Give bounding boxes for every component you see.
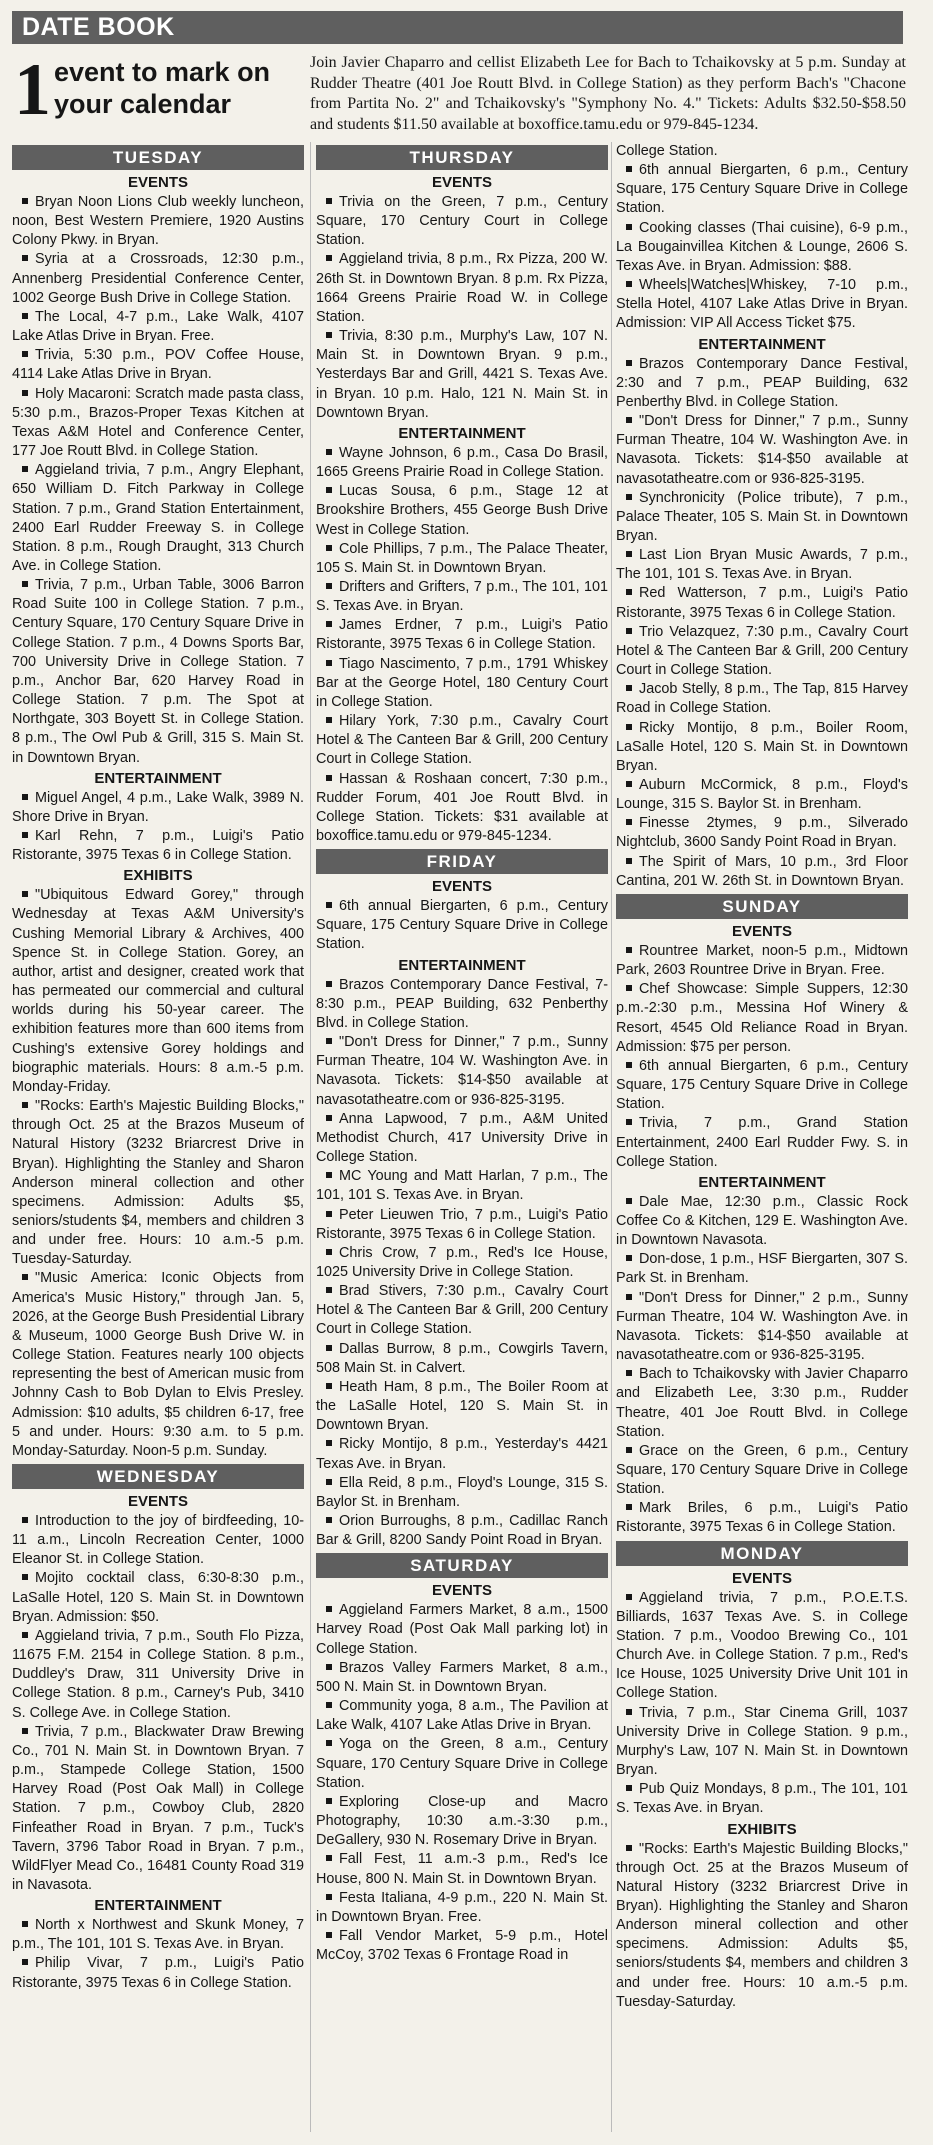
bullet-icon	[326, 449, 332, 455]
listing-text: Brazos Contemporary Dance Festival, 2:30 and 7 p.m., PEAP Building, 632 Penberthy Blvd. in College Station.	[616, 355, 908, 410]
listing-text: Bach to Tchaikovsky with Javier Chaparro and Elizabeth Lee, 3:30 p.m., Rudder Theatre, 401 Joe Routt Blvd. in College Station.	[616, 1366, 908, 1440]
bullet-icon	[326, 1702, 332, 1708]
category-header: EVENTS	[127, 1493, 188, 1510]
bullet-icon	[22, 794, 28, 800]
bullet-icon	[626, 947, 632, 953]
listing-entry	[616, 584, 908, 622]
bullet-icon	[22, 581, 28, 587]
bullet-icon	[326, 1211, 332, 1217]
listing-entry	[316, 1167, 608, 1205]
listing-text: Peter Lieuwen Trio, 7 p.m., Luigi's Patio Ristorante, 3975 Texas 6 in College Station.	[316, 1206, 608, 1242]
listing-text: Mojito cocktail class, 6:30-8:30 p.m., LaSalle Hotel, 120 S. Main St. in Downtown Bryan. Admission: $50.	[12, 1570, 304, 1625]
listing-entry	[616, 1704, 908, 1781]
listings-column-2	[316, 142, 608, 2137]
day-header: MONDAY	[616, 1541, 908, 1566]
listing-text: Grace on the Green, 6 p.m., Century Square, 170 Century Square Drive in College Station.	[616, 1442, 908, 1498]
listing-entry	[316, 1340, 608, 1378]
column-divider	[611, 142, 612, 2132]
bullet-icon	[326, 1249, 332, 1255]
bullet-icon	[22, 198, 28, 204]
listing-text: Chef Showcase: Simple Suppers, 12:30 p.m.-2:30 p.m., Messina Hof Winery & Resort, 4545 Old Reliance Road in Bryan. Admission: $75 per person.	[616, 981, 908, 1055]
listing-text: Finesse 2tymes, 9 p.m., Silverado Nightclub, 3600 Sandy Point Road in Bryan.	[616, 815, 908, 851]
listing-text: Miguel Angel, 4 p.m., Lake Walk, 3989 N. Shore Drive in Bryan.	[12, 789, 304, 825]
listing-entry	[616, 1840, 908, 2012]
listing-entry	[12, 789, 304, 827]
listing-entry	[316, 976, 608, 1033]
bullet-icon	[326, 1115, 332, 1121]
bullet-icon	[626, 1255, 632, 1261]
listings-column-3	[616, 142, 908, 2137]
listing-entry	[316, 1659, 608, 1697]
bullet-icon	[326, 332, 332, 338]
listing-entry	[316, 1735, 608, 1792]
listing-entry	[316, 1927, 608, 1965]
listing-entry	[12, 308, 304, 346]
listing-text: "Don't Dress for Dinner," 7 p.m., Sunny Furman Theatre, 104 W. Washington Ave. in Navasota. Tickets: $14-$50 available at navasotatheatre.com or 936-825-3195.	[616, 413, 908, 487]
listing-entry	[12, 250, 304, 307]
listing-text: Heath Ham, 8 p.m., The Boiler Room at the LaSalle Hotel, 120 S. Main St. in Downtown Bryan.	[316, 1378, 608, 1434]
listing-entry	[616, 680, 908, 718]
listing-entry	[616, 814, 908, 852]
bullet-icon	[326, 981, 332, 987]
listing-text: Fall Vendor Market, 5-9 p.m., Hotel McCoy, 3702 Texas 6 Frontage Road in	[316, 1927, 608, 1964]
listing-text: Hassan & Roshaan concert, 7:30 p.m., Rudder Forum, 401 Joe Routt Blvd. in College Station. Tickets: $31 available at boxoffice.tamu.edu or 979-845-1234.	[316, 770, 608, 844]
bullet-icon	[326, 775, 332, 781]
listing-entry	[316, 1697, 608, 1735]
listing-entry	[316, 616, 608, 654]
listing-text: Dale Mae, 12:30 p.m., Classic Rock Coffee Co & Kitchen, 129 E. Washington Ave. in Downtown Navasota.	[616, 1193, 908, 1249]
listing-text: 6th annual Biergarten, 6 p.m., Century Square, 175 Century Square Drive in College Station.	[316, 898, 608, 953]
listing-text: Auburn McCormick, 8 p.m., Floyd's Lounge, 315 S. Baylor St. in Brenham.	[616, 777, 908, 813]
category-header: EVENTS	[731, 1569, 792, 1587]
bullet-icon	[326, 583, 332, 589]
listing-text: Rountree Market, noon-5 p.m., Midtown Park, 2603 Rountree Drive in Bryan. Free.	[616, 942, 908, 979]
listing-entry	[316, 655, 608, 712]
bullet-icon	[326, 1287, 332, 1293]
listing-text: Aggieland trivia, 8 p.m., Rx Pizza, 200 W. 26th St. in Downtown Bryan. 8 p.m. Rx Pizza, 1664 Greens Prairie Road W. in College Station.	[316, 251, 608, 325]
bullet-icon	[22, 1728, 28, 1734]
listing-entry	[316, 1889, 608, 1927]
listing-text: Synchronicity (Police tribute), 7 p.m., Palace Theater, 105 S. Main St. in Downtown Bryan.	[616, 489, 908, 544]
listing-entry	[12, 461, 304, 576]
listing-entry	[316, 1206, 608, 1244]
bullet-icon	[626, 858, 632, 864]
listing-text: Brad Stivers, 7:30 p.m., Cavalry Court Hotel & The Canteen Bar & Grill, 200 Century Court in College Station.	[316, 1283, 608, 1338]
bullet-icon	[326, 1440, 332, 1446]
listing-entry	[316, 1244, 608, 1282]
listing-text: Trivia, 7 p.m., Urban Table, 3006 Barron Road Suite 100 in College Station. 7 p.m., Century Square, 170 Century Square Drive in College Station. 7 p.m., 4 Downs Sports Bar, 700 University Drive in College Station. 7 p.m., Anchor Bar, 620 Harvey Road in College Station. 7 p.m. The Spot at Northgate, 303 Boyett St. in College Station. 8 p.m., The Owl Pub & Grill, 315 S. Main St. in Downtown Bryan.	[12, 577, 304, 766]
bullet-icon	[326, 1172, 332, 1178]
listing-text: Community yoga, 8 a.m., The Pavilion at Lake Walk, 4107 Lake Atlas Drive in Bryan.	[316, 1698, 608, 1734]
listing-entry	[316, 1033, 608, 1110]
category-header: EVENTS	[431, 1582, 492, 1600]
listing-text: Festa Italiana, 4-9 p.m., 220 N. Main St. in Downtown Bryan. Free.	[316, 1889, 608, 1925]
bullet-icon	[626, 494, 632, 500]
listing-entry	[12, 346, 304, 384]
listing-text: Aggieland trivia, 7 p.m., P.O.E.T.S. Billiards, 1637 Texas Ave. S. in College Station. 7 p.m., Voodoo Brewing Co., 101 Church Ave. in College Station. 7 p.m., Red's Ice House, 1025 University Drive Unit 101 in College Station.	[616, 1589, 908, 1702]
listing-text: "Rocks: Earth's Majestic Building Blocks," through Oct. 25 at the Brazos Museum of Natural History (3232 Briarcrest Drive in Bryan). Highlighting the Stanley and Sharon Anderson mineral collection and other specimens. Admission: Adults $5, seniors/students $4, members and children 3 and under free. Hours: 10 a.m.-5 p.m. Tuesday-Saturday.	[616, 1840, 908, 2010]
listing-text: Fall Fest, 11 a.m.-3 p.m., Red's Ice House, 800 N. Main St. in Downtown Bryan.	[316, 1851, 608, 1887]
listing-entry	[12, 1512, 304, 1569]
listing-text: Hilary York, 7:30 p.m., Cavalry Court Hotel & The Canteen Bar & Grill, 200 Century Court in College Station.	[316, 713, 608, 768]
listing-text: Yoga on the Green, 8 a.m., Century Square, 170 Century Square Drive in College Station.	[316, 1736, 608, 1791]
bullet-icon	[626, 166, 632, 172]
listing-entry	[316, 1435, 608, 1473]
bullet-icon	[326, 902, 332, 908]
bullet-icon	[326, 1038, 332, 1044]
bullet-icon	[326, 1798, 332, 1804]
bullet-icon	[326, 545, 332, 551]
bullet-icon	[626, 1062, 632, 1068]
bullet-icon	[22, 1574, 28, 1580]
listing-entry	[616, 776, 908, 814]
bullet-icon	[326, 1383, 332, 1389]
listing-text: Last Lion Bryan Music Awards, 7 p.m., The 101, 101 S. Texas Ave. in Bryan.	[616, 547, 908, 583]
listing-text: MC Young and Matt Harlan, 7 p.m., The 101, 101 S. Texas Ave. in Bryan.	[316, 1168, 608, 1204]
listing-text: Cooking classes (Thai cuisine), 6-9 p.m., La Bougainvillea Kitchen & Lounge, 2606 S. Texas Ave. in Bryan. Admission: $88.	[616, 219, 908, 274]
listing-entry	[616, 1193, 908, 1250]
listing-entry	[616, 853, 908, 891]
listing-entry	[316, 712, 608, 769]
listing-entry	[616, 980, 908, 1057]
listing-text: Pub Quiz Mondays, 8 p.m., The 101, 101 S. Texas Ave. in Bryan.	[616, 1781, 908, 1817]
bullet-icon	[326, 487, 332, 493]
bullet-icon	[326, 1664, 332, 1670]
bullet-icon	[22, 1921, 28, 1927]
bullet-icon	[22, 1274, 28, 1280]
listing-entry	[316, 1282, 608, 1339]
bullet-icon	[22, 466, 28, 472]
feature-number: 1	[14, 49, 51, 131]
category-header: ENTERTAINMENT	[698, 335, 826, 353]
bullet-icon	[326, 660, 332, 666]
day-header: FRIDAY	[316, 849, 608, 874]
bullet-icon	[626, 224, 632, 230]
bullet-icon	[326, 1606, 332, 1612]
listing-text: Red Watterson, 7 p.m., Luigi's Patio Ristorante, 3975 Texas 6 in College Station.	[616, 585, 908, 621]
listing-entry	[616, 355, 908, 412]
listing-text: Don-dose, 1 p.m., HSF Biergarten, 307 S. Park St. in Brenham.	[616, 1251, 908, 1287]
listing-text: Jacob Stelly, 8 p.m., The Tap, 815 Harvey Road in College Station.	[616, 681, 908, 717]
bullet-icon	[626, 1709, 632, 1715]
listing-text: Exploring Close-up and Macro Photography, 10:30 a.m.-3:30 p.m., DeGallery, 930 N. Rosemary Drive in Bryan.	[316, 1793, 608, 1849]
listing-text: Trivia, 7 p.m., Blackwater Draw Brewing Co., 701 N. Main St. in Downtown Bryan. 7 p.m., Stampede College Station, 1500 Harvey Road (Post Oak Mall) in College Station. 7 p.m., Cowboy Club, 2820 Finfeather Road in Bryan. 7 p.m., Tuck's Tavern, 3796 Tabor Road in Bryan. 7 p.m., WildFlyer Mead Co., 16481 County Road 319 in Navasota.	[12, 1723, 304, 1893]
listing-entry	[12, 1569, 304, 1626]
bullet-icon	[22, 255, 28, 261]
listing-entry	[616, 1114, 908, 1171]
listing-text: "Don't Dress for Dinner," 7 p.m., Sunny Furman Theatre, 104 W. Washington Ave. in Navasota. Tickets: $14-$50 available at navasotatheatre.com or 936-825-3195.	[316, 1034, 608, 1108]
bullet-icon	[326, 255, 332, 261]
listing-text: Trivia on the Green, 7 p.m., Century Square, 170 Century Court in College Station.	[316, 194, 608, 249]
bullet-icon	[326, 1855, 332, 1861]
listing-entry	[616, 719, 908, 776]
category-header: EVENTS	[127, 174, 188, 191]
bullet-icon	[626, 551, 632, 557]
listing-text: Wheels|Watches|Whiskey, 7-10 p.m., Stella Hotel, 4107 Lake Atlas Drive in Bryan. Admission: VIP All Access Ticket $75.	[616, 277, 908, 332]
listing-text: Aggieland Farmers Market, 8 a.m., 1500 Harvey Road (Post Oak Mall parking lot) in College Station.	[316, 1602, 608, 1657]
listing-text: Aggieland trivia, 7 p.m., South Flo Pizza, 11675 F.M. 2154 in College Station. 8 p.m., Duddley's Draw, 311 University Drive in College Station. 8 p.m., Carney's Pub, 3410 S. College Ave. in College Station.	[12, 1627, 304, 1721]
category-header: ENTERTAINMENT	[398, 956, 526, 974]
bullet-icon	[326, 198, 332, 204]
bullet-icon	[626, 685, 632, 691]
listing-text: Trivia, 5:30 p.m., POV Coffee House, 4114 Lake Atlas Drive in Bryan.	[12, 347, 304, 383]
listing-entry	[616, 219, 908, 276]
listing-entry	[316, 540, 608, 578]
listing-entry	[12, 1269, 304, 1461]
listing-text: The Spirit of Mars, 10 p.m., 3rd Floor Cantina, 201 W. 26th St. in Downtown Bryan.	[616, 853, 908, 889]
listing-entry	[316, 193, 608, 250]
listing-entry	[12, 385, 304, 462]
listing-entry	[316, 1474, 608, 1512]
listing-entry	[616, 1442, 908, 1499]
day-header: WEDNESDAY	[12, 1464, 304, 1489]
listing-text: Trivia, 7 p.m., Star Cinema Grill, 1037 University Drive in College Station. 9 p.m., Murphy's Law, 107 N. Main St. in Downtown Bryan.	[616, 1704, 908, 1779]
category-header: ENTERTAINMENT	[94, 769, 222, 787]
listing-entry	[316, 578, 608, 616]
bullet-icon	[22, 1959, 28, 1965]
bullet-icon	[326, 1517, 332, 1523]
listing-text: North x Northwest and Skunk Money, 7 p.m., The 101, 101 S. Texas Ave. in Bryan.	[12, 1917, 304, 1953]
bullet-icon	[22, 1632, 28, 1638]
listing-text: 6th annual Biergarten, 6 p.m., Century Square, 175 Century Square Drive in College Station.	[616, 1057, 908, 1113]
listing-text: Introduction to the joy of birdfeeding, 10-11 a.m., Lincoln Recreation Center, 1000 Eleanor St. in College Station.	[12, 1513, 304, 1568]
listing-entry	[616, 1250, 908, 1288]
listing-entry	[616, 276, 908, 333]
listing-entry	[616, 1780, 908, 1818]
bullet-icon	[22, 390, 28, 396]
listing-text: "Music America: Iconic Objects from America's Music History," through Jan. 5, 2026, at the George Bush Presidential Library & Museum, 1000 George Bush Drive W. in College Station. Features nearly 100 objects representing the best of American music from Johnny Cash to Bob Dylan to Elvis Presley. Admission: $10 adults, $5 children 6-17, free 5 and under. Hours: 9:30 a.m. to 5 p.m. Monday-Saturday. Noon-5 p.m. Sunday.	[12, 1270, 304, 1459]
listing-text: "Rocks: Earth's Majestic Building Blocks," through Oct. 25 at the Brazos Museum of Natural History (3232 Briarcrest Drive in Bryan). Highlighting the Stanley and Sharon Anderson mineral collection and other specimens. Admission: Adults $5, seniors/students $4, members and children 3 and under free. Hours: 10 a.m.-5 p.m. Tuesday-Saturday.	[12, 1098, 304, 1268]
listing-entry	[12, 193, 304, 250]
listing-text: Ricky Montijo, 8 p.m., Boiler Room, LaSalle Hotel, 120 S. Main St. in Downtown Bryan.	[616, 719, 908, 774]
bullet-icon	[626, 1198, 632, 1204]
bullet-icon	[326, 1894, 332, 1900]
listing-entry	[316, 1793, 608, 1850]
listing-entry	[316, 1850, 608, 1888]
listing-entry	[316, 1512, 608, 1550]
listing-text: Trivia, 8:30 p.m., Murphy's Law, 107 N. Main St. in Downtown Bryan. 9 p.m., Yesterdays Bar and Grill, 4421 S. Texas Ave. in Bryan. 10 p.m. Halo, 121 N. Main St. in Downtown Bryan.	[316, 328, 608, 421]
bullet-icon	[22, 1102, 28, 1108]
bullet-icon	[22, 891, 28, 897]
listing-text: Chris Crow, 7 p.m., Red's Ice House, 1025 University Drive in College Station.	[316, 1244, 608, 1280]
listing-text: Drifters and Grifters, 7 p.m., The 101, 101 S. Texas Ave. in Bryan.	[316, 578, 608, 615]
listing-text: Brazos Contemporary Dance Festival, 7-8:30 p.m., PEAP Building, 632 Penberthy Blvd. in College Station.	[316, 976, 608, 1031]
bullet-icon	[626, 1370, 632, 1376]
bullet-icon	[626, 589, 632, 595]
listing-entry	[12, 1916, 304, 1954]
listing-entry	[316, 482, 608, 539]
listing-text: The Local, 4-7 p.m., Lake Walk, 4107 Lake Atlas Drive in Bryan. Free.	[12, 308, 304, 345]
bullet-icon	[626, 1294, 632, 1300]
bullet-icon	[326, 1479, 332, 1485]
listing-entry	[316, 444, 608, 482]
category-header: EVENTS	[431, 174, 492, 191]
listing-entry	[316, 1378, 608, 1435]
listing-entry	[616, 489, 908, 546]
listing-entry	[12, 1723, 304, 1895]
section-title: DATE BOOK	[12, 11, 903, 44]
listing-text: Tiago Nascimento, 7 p.m., 1791 Whiskey Bar at the George Hotel, 180 Century Court in College Station.	[316, 655, 608, 710]
listing-text: Holy Macaroni: Scratch made pasta class, 5:30 p.m., Brazos-Proper Texas Kitchen at Texas A&M Hotel and Conference Center, 177 Joe Routt Blvd. in College Station.	[12, 385, 304, 460]
bullet-icon	[626, 724, 632, 730]
bullet-icon	[326, 1345, 332, 1351]
listing-continuation: College Station.	[616, 143, 718, 159]
listing-entry	[316, 897, 608, 954]
bullet-icon	[626, 1504, 632, 1510]
bullet-icon	[626, 1845, 632, 1851]
listing-text: Dallas Burrow, 8 p.m., Cowgirls Tavern, 508 Main St. in Calvert.	[316, 1340, 608, 1376]
bullet-icon	[626, 360, 632, 366]
listing-text: Anna Lapwood, 7 p.m., A&M United Methodist Church, 417 University Drive in College Station.	[316, 1110, 608, 1166]
listing-entry	[316, 327, 608, 423]
listing-entry	[12, 576, 304, 768]
listing-text: Brazos Valley Farmers Market, 8 a.m., 500 N. Main St. in Downtown Bryan.	[316, 1659, 608, 1695]
listing-entry	[616, 1289, 908, 1366]
listing-text: Philip Vivar, 7 p.m., Luigi's Patio Ristorante, 3975 Texas 6 in College Station.	[12, 1955, 304, 1991]
listing-entry	[316, 1601, 608, 1658]
listing-text: Trivia, 7 p.m., Grand Station Entertainment, 2400 Earl Rudder Fwy. S. in College Station.	[616, 1115, 908, 1170]
day-header: SUNDAY	[616, 894, 908, 919]
category-header: EVENTS	[431, 878, 492, 896]
category-header: EVENTS	[731, 922, 792, 940]
listing-text: Bryan Noon Lions Club weekly luncheon, noon, Best Western Premiere, 1920 Austins Colony Pkwy. in Bryan.	[12, 194, 304, 249]
bullet-icon	[626, 1119, 632, 1125]
feature-headline: event to mark on your calendar	[54, 57, 271, 119]
listing-entry	[616, 942, 908, 980]
listing-entry	[316, 770, 608, 847]
bullet-icon	[626, 1785, 632, 1791]
listing-text: Trio Velazquez, 7:30 p.m., Cavalry Court Hotel & The Canteen Bar & Grill, 200 Century Court in College Station.	[616, 623, 908, 679]
listing-text: Karl Rehn, 7 p.m., Luigi's Patio Ristorante, 3975 Texas 6 in College Station.	[12, 828, 304, 864]
listing-text: 6th annual Biergarten, 6 p.m., Century Square, 175 Century Square Drive in College Station.	[616, 162, 908, 217]
category-header: ENTERTAINMENT	[94, 1897, 222, 1915]
listing-entry	[616, 546, 908, 584]
listing-text: Ella Reid, 8 p.m., Floyd's Lounge, 315 S. Baylor St. in Brenham.	[316, 1474, 608, 1510]
listing-entry	[616, 412, 908, 489]
listing-text: Cole Phillips, 7 p.m., The Palace Theater, 105 S. Main St. in Downtown Bryan.	[316, 540, 608, 576]
listing-text: Ricky Montijo, 8 p.m., Yesterday's 4421 Texas Ave. in Bryan.	[316, 1436, 608, 1472]
day-header: SATURDAY	[316, 1553, 608, 1578]
listing-text: "Don't Dress for Dinner," 2 p.m., Sunny Furman Theatre, 104 W. Washington Ave. in Navasota. Tickets: $14-$50 available at navasotatheatre.com or 936-825-3195.	[616, 1289, 908, 1364]
listing-text: Mark Briles, 6 p.m., Luigi's Patio Ristorante, 3975 Texas 6 in College Station.	[616, 1500, 908, 1536]
listings-column-1	[12, 142, 304, 2137]
bullet-icon	[22, 351, 28, 357]
bullet-icon	[22, 832, 28, 838]
day-header: TUESDAY	[12, 145, 304, 170]
listing-entry	[616, 161, 908, 218]
listing-entry	[616, 623, 908, 680]
bullet-icon	[326, 621, 332, 627]
category-header: ENTERTAINMENT	[698, 1173, 826, 1191]
column-divider	[310, 142, 311, 2132]
category-header: EXHIBITS	[727, 1820, 797, 1838]
listing-entry	[616, 1589, 908, 1704]
listing-entry	[316, 250, 608, 327]
listing-text: Orion Burroughs, 8 p.m., Cadillac Ranch Bar & Grill, 8200 Sandy Point Road in Bryan.	[316, 1513, 608, 1549]
listing-text: Syria at a Crossroads, 12:30 p.m., Annenberg Presidential Conference Center, 1002 George Bush Drive in College Station.	[12, 251, 304, 306]
bullet-icon	[326, 717, 332, 723]
listing-text: Aggieland trivia, 7 p.m., Angry Elephant, 650 William D. Fitch Parkway in College Station. 7 p.m., Grand Station Entertainment, 2400 Earl Rudder Freeway S. in College Station. 8 p.m., Rough Draught, 313 Church Ave. in College Station.	[12, 462, 304, 574]
listing-text: Lucas Sousa, 6 p.m., Stage 12 at Brookshire Brothers, 455 George Bush Drive West in College Station.	[316, 483, 608, 538]
listing-text: James Erdner, 7 p.m., Luigi's Patio Ristorante, 3975 Texas 6 in College Station.	[316, 617, 608, 653]
category-header: ENTERTAINMENT	[398, 424, 526, 442]
listing-entry	[12, 886, 304, 1097]
listing-text: Wayne Johnson, 6 p.m., Casa Do Brasil, 1665 Greens Prairie Road in College Station.	[316, 444, 608, 481]
bullet-icon	[626, 417, 632, 423]
bullet-icon	[626, 1594, 632, 1600]
bullet-icon	[626, 1447, 632, 1453]
listing-entry	[12, 827, 304, 865]
bullet-icon	[626, 781, 632, 787]
category-header: EXHIBITS	[123, 867, 193, 885]
bullet-icon	[626, 628, 632, 634]
bullet-icon	[626, 819, 632, 825]
listing-entry	[12, 1097, 304, 1269]
listing-entry	[616, 1499, 908, 1537]
bullet-icon	[626, 281, 632, 287]
listing-entry	[316, 1110, 608, 1167]
bullet-icon	[22, 313, 28, 319]
listing-entry	[616, 1365, 908, 1442]
bullet-icon	[326, 1740, 332, 1746]
bullet-icon	[326, 1932, 332, 1938]
listing-entry	[12, 1954, 304, 1992]
listing-entry	[12, 1627, 304, 1723]
day-header: THURSDAY	[316, 145, 608, 170]
bullet-icon	[626, 985, 632, 991]
feature-text: Join Javier Chaparro and cellist Elizabeth Lee for Bach to Tchaikovsky at 5 p.m. Sunday at Rudder Theatre (401 Joe Routt Blvd. in College Station) as they perform Bach's "Chacone from Partita No. 2" and Tchaikovsky's "Symphony No. 4." Tickets: Adults $32.50-$58.50 and students $11.50 available at boxoffice.tamu.edu or 979-845-1234.	[310, 54, 906, 133]
listing-text: "Ubiquitous Edward Gorey," through Wednesday at Texas A&M University's Cushing Memorial Library & Archives, 400 Spence St. in College Station. Gorey, an author, artist and designer, created work that has permeated our commercial and cultural worlds during his 50-year career. The exhibition features more than 600 items from Cushing's extensive Gorey holdings and biographic materials. Hours: 8 a.m.-5 p.m. Monday-Friday.	[12, 887, 304, 1095]
listing-entry	[616, 1057, 908, 1114]
bullet-icon	[22, 1517, 28, 1523]
